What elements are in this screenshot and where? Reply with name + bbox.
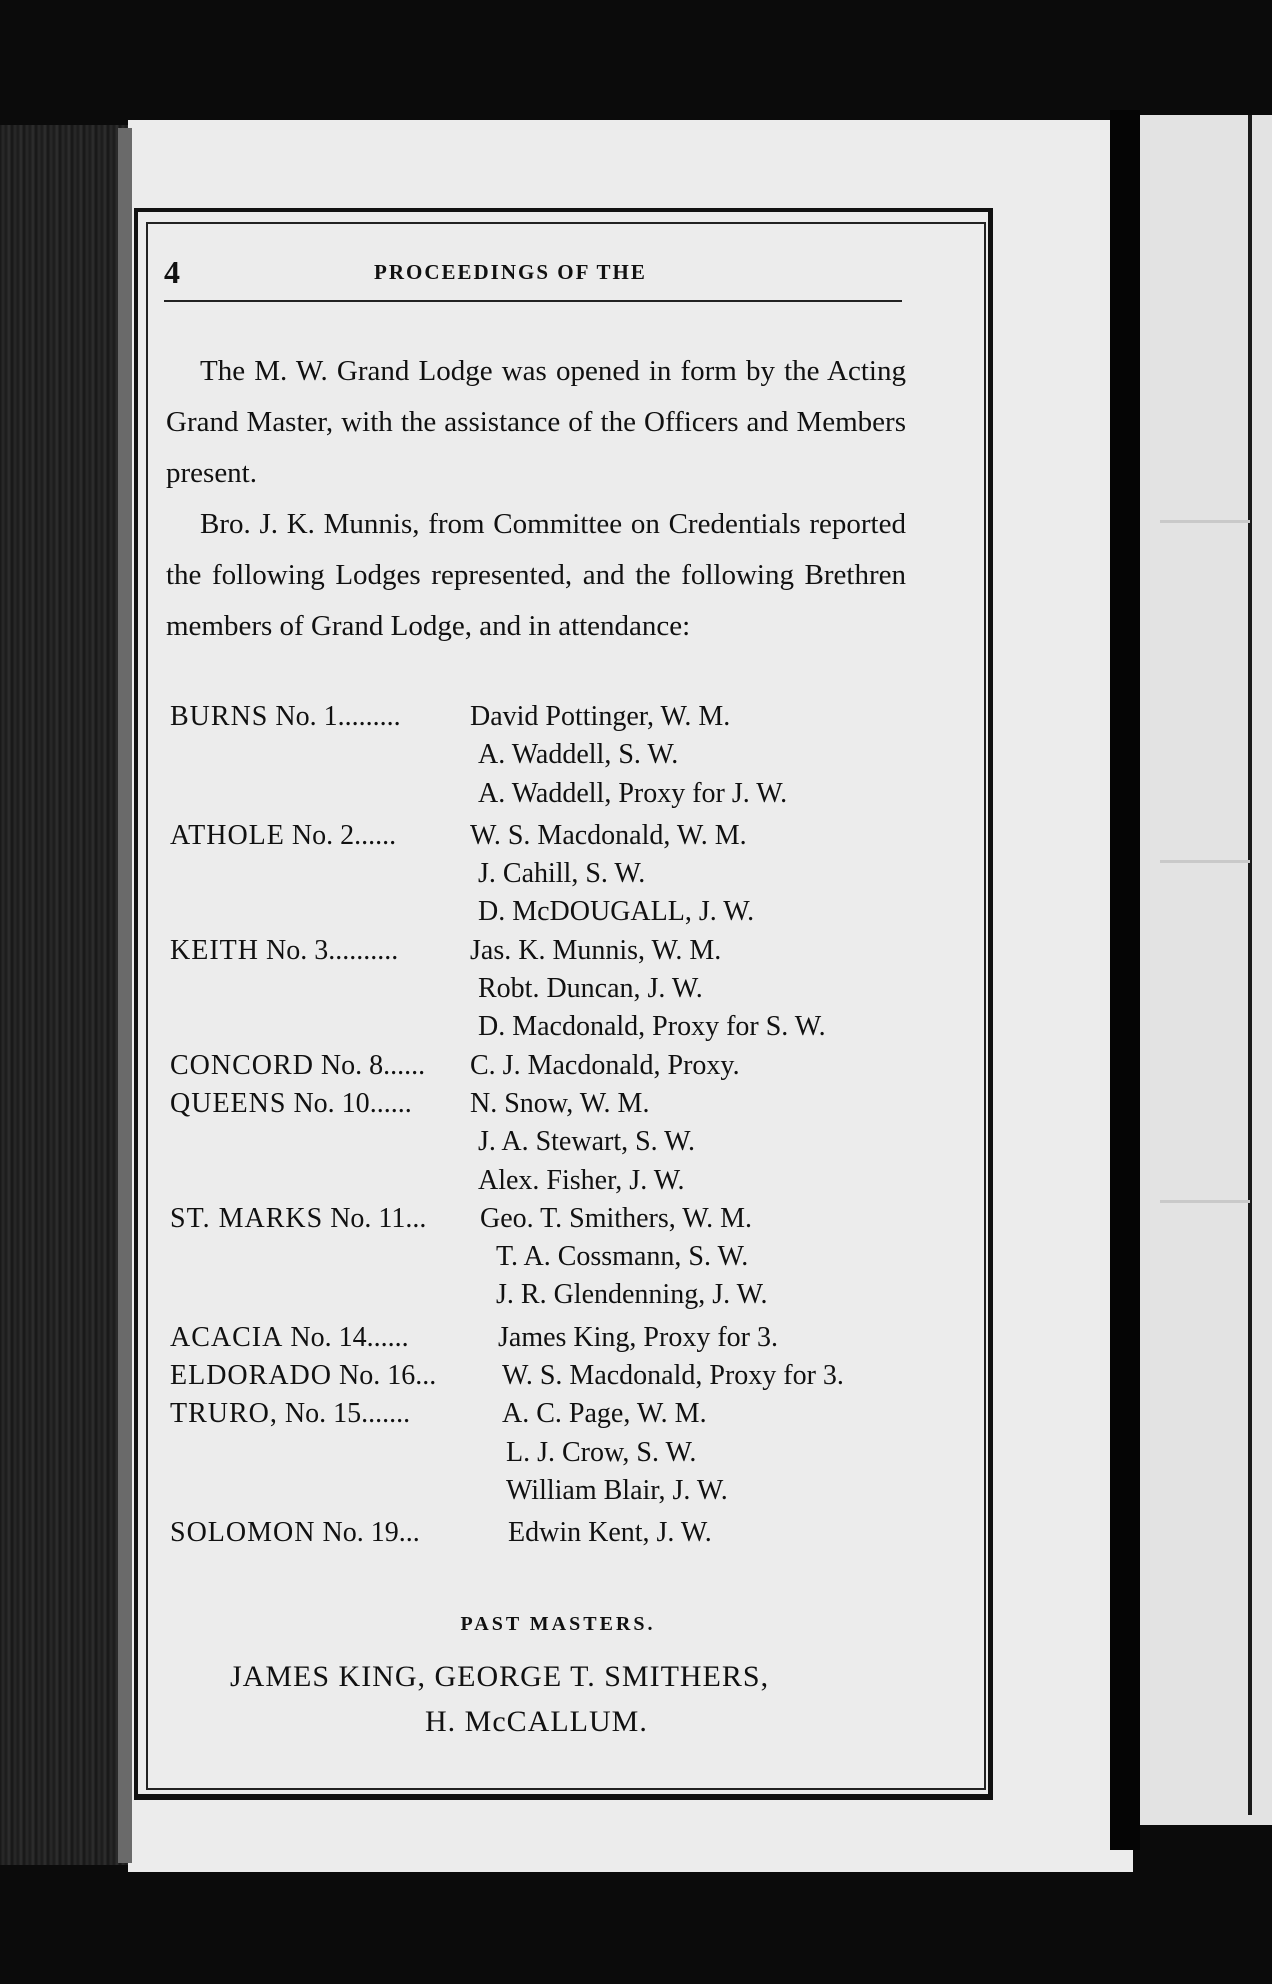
officer: D. Macdonald, Proxy for S. W. [478,1011,826,1043]
officer: Alex. Fisher, J. W. [478,1164,685,1196]
facing-page-bleed [1160,1200,1250,1203]
officer: J. A. Stewart, S. W. [478,1126,696,1158]
dot-leader: ...... [354,819,397,851]
lodge-number: No. 19 [322,1517,399,1549]
lodge-name: CONCORD [170,1049,314,1081]
dot-leader: ... [398,1517,420,1549]
past-masters-line-1: JAMES KING, GEORGE T. SMITHERS, [230,1660,770,1693]
dot-leader: ...... [383,1049,426,1081]
dot-leader: ...... [369,1087,412,1119]
officer: N. Snow, W. M. [470,1087,650,1119]
running-head: PROCEEDINGS OF THE [374,260,647,284]
officer: Geo. T. Smithers, W. M. [480,1202,752,1234]
dot-leader: ... [405,1202,427,1234]
officer: L. J. Crow, S. W. [506,1436,697,1468]
lodge-name: ELDORADO [170,1360,332,1392]
lodge-name: KEITH [170,934,259,966]
officer: J. R. Glendenning, J. W. [496,1279,768,1311]
officer: W. S. Macdonald, W. M. [470,819,747,851]
lodge-number: No. 1 [275,701,338,732]
dot-leader: ... [415,1360,437,1392]
dot-leader: .......... [328,934,399,966]
officer: T. A. Cossmann, S. W. [496,1241,749,1273]
past-masters-heading: PAST MASTERS. [460,1613,656,1635]
officer: James King, Proxy for 3. [498,1321,778,1353]
book-binding [0,125,128,1865]
facing-page-bleed [1160,860,1250,863]
lodge-name: ATHOLE [170,819,285,851]
dot-leader: ....... [361,1398,411,1430]
book-gutter [1110,110,1140,1850]
officer: Edwin Kent, J. W. [508,1517,712,1549]
facing-page [1140,115,1272,1825]
lodge-number: No. 3 [265,934,329,966]
past-masters-line-2: H. McCALLUM. [425,1705,648,1738]
officer: Robt. Duncan, J. W. [478,973,703,1005]
opening-paragraph: The M. W. Grand Lodge was opened in form by the Acting Grand Master, with the assistance of the Officers and Members present. [166,355,906,489]
officer: W. S. Macdonald, Proxy for 3. [502,1360,844,1392]
lodge-number: No. 10 [293,1087,370,1119]
officer: Jas. K. Munnis, W. M. [470,934,722,966]
lodge-name: ACACIA [170,1321,284,1353]
lodge-number: No. 8 [320,1049,384,1081]
dot-leader: ......... [337,701,401,732]
lodge-name: BURNS [170,701,269,732]
officer: A. C. Page, W. M. [502,1398,707,1430]
lodge-name: TRURO, [170,1398,278,1430]
lodge-number: No. 14 [290,1321,367,1353]
lodge-number: No. 16 [339,1360,416,1392]
officer: D. McDOUGALL, J. W. [478,896,755,928]
facing-page-bleed [1160,520,1250,523]
officer: J. Cahill, S. W. [478,858,646,890]
lodge-number: No. 2 [291,819,355,851]
officer: A. Waddell, S. W. [478,739,679,771]
officer: A. Waddell, Proxy for J. W. [478,777,788,809]
lodge-name: ST. MARKS [170,1202,324,1234]
lodge-name: QUEENS [170,1087,287,1119]
officer: C. J. Macdonald, Proxy. [470,1049,740,1081]
facing-page-border [1248,115,1252,1815]
page-number: 4 [164,254,180,290]
lodge-number: No. 11 [330,1202,406,1234]
lodge-name: SOLOMON [170,1517,316,1549]
lodge-number: No. 15 [284,1398,362,1430]
dot-leader: ...... [366,1321,409,1353]
officer: William Blair, J. W. [506,1474,728,1506]
officer: David Pottinger, W. M. [470,701,731,732]
credentials-paragraph: Bro. J. K. Munnis, from Committee on Credentials reported the following Lodges represented, and the following Brethren members of Grand Lodge, and in attendance: [166,508,906,642]
